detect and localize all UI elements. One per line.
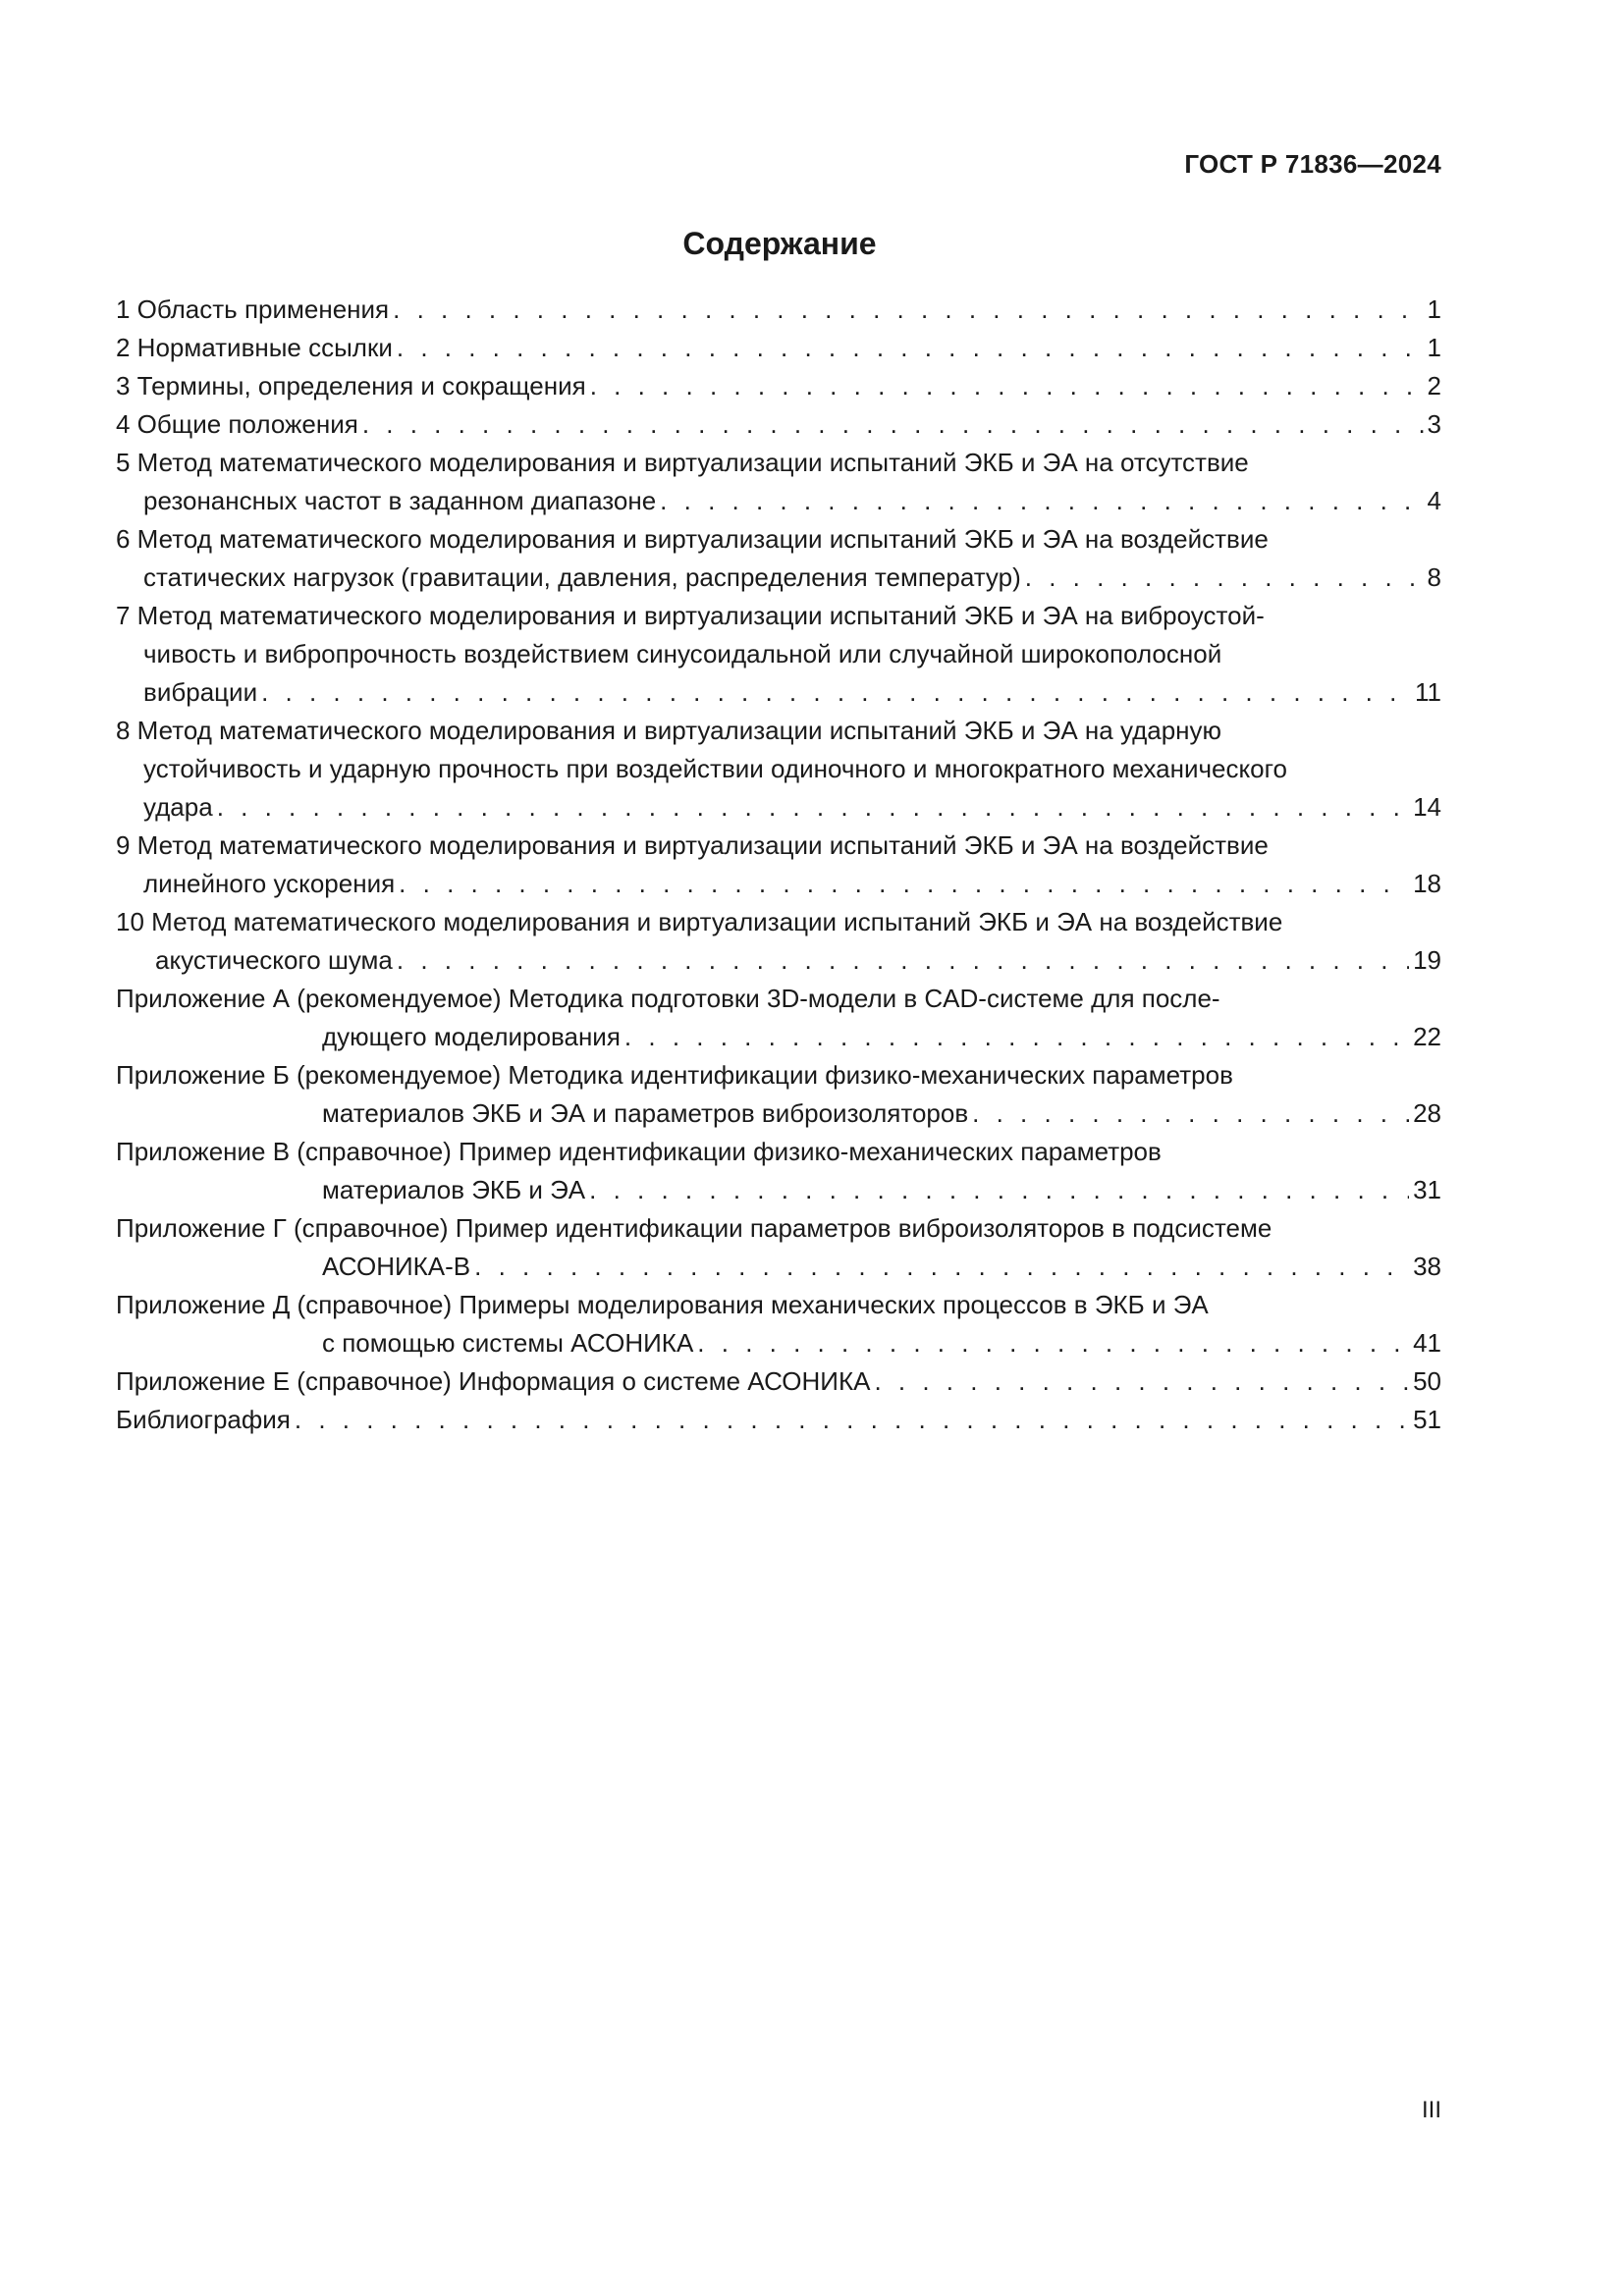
document-id: ГОСТ Р 71836—2024 <box>1184 149 1441 179</box>
toc-entry-text: 5 Метод математического моделирования и виртуализации испытаний ЭКБ и ЭА на отсутствие <box>116 448 1249 477</box>
dot-leader <box>697 1324 1409 1362</box>
toc-entry-text: 4 Общие положения <box>116 409 358 439</box>
toc-entry-text: 1 Область применения <box>116 294 390 324</box>
toc-page-number: 4 <box>1427 486 1441 515</box>
toc-page-number: 2 <box>1427 371 1441 400</box>
toc-entry-text: вибрации <box>143 677 258 707</box>
toc-page-number: 11 <box>1415 677 1441 707</box>
toc-entry[interactable] <box>116 980 1441 1056</box>
toc-entry-text: 10 Метод математического моделирования и виртуализации испытаний ЭКБ и ЭА на воздействие <box>116 907 1283 936</box>
dot-leader <box>397 941 1409 980</box>
toc-entry-text: Библиография <box>116 1405 291 1434</box>
toc-entry[interactable] <box>116 291 1441 329</box>
toc-entry-text: 9 Метод математического моделирования и виртуализации испытаний ЭКБ и ЭА на воздействие <box>116 830 1269 860</box>
toc-entry-text: Приложение А (рекомендуемое) Методика подготовки 3D-модели в CAD-системе для после- <box>116 984 1220 1013</box>
toc-page-number: 38 <box>1413 1252 1441 1281</box>
dot-leader <box>589 1171 1409 1209</box>
toc-entry[interactable] <box>116 405 1441 444</box>
dot-leader <box>474 1248 1409 1286</box>
toc-entry[interactable] <box>116 597 1441 712</box>
dot-leader <box>261 673 1411 712</box>
toc-entry[interactable] <box>116 1286 1441 1362</box>
dot-leader <box>660 482 1423 520</box>
page-title: Содержание <box>682 226 877 261</box>
dot-leader <box>295 1401 1409 1439</box>
toc-entry-text: 7 Метод математического моделирования и виртуализации испытаний ЭКБ и ЭА на виброустой- <box>116 601 1265 630</box>
toc-entry[interactable] <box>116 1133 1441 1209</box>
toc-page-number: 3 <box>1427 409 1441 439</box>
toc-entry[interactable] <box>116 329 1441 367</box>
toc-entry-text: резонансных частот в заданном диапазоне <box>143 486 657 515</box>
toc-page-number: 19 <box>1413 945 1441 975</box>
toc-entry[interactable] <box>116 1362 1441 1401</box>
dot-leader <box>397 329 1424 367</box>
toc-entry[interactable] <box>116 1209 1441 1286</box>
toc-entry-text: 3 Термины, определения и сокращения <box>116 371 586 400</box>
toc-entry-text: с помощью системы АСОНИКА <box>322 1328 694 1358</box>
toc-page-number: 50 <box>1413 1366 1441 1396</box>
toc-entry-text: устойчивость и ударную прочность при воздействии одиночного и многократного механического <box>143 754 1287 783</box>
toc-entry[interactable] <box>116 1401 1441 1439</box>
toc-entry-text: удара <box>143 792 213 822</box>
toc-entry-text: Приложение Д (справочное) Примеры моделирования механических процессов в ЭКБ и ЭА <box>116 1290 1209 1319</box>
toc-page-number: 14 <box>1413 792 1441 822</box>
toc-entry-text: Приложение Г (справочное) Пример идентификации параметров виброизоляторов в подсистеме <box>116 1213 1272 1243</box>
dot-leader <box>874 1362 1409 1401</box>
toc-page-number: 31 <box>1413 1175 1441 1204</box>
toc-page-number: 22 <box>1413 1022 1441 1051</box>
toc-entry-text: чивость и вибропрочность воздействием синусоидальной или случайной широкополосной <box>143 639 1222 668</box>
dot-leader <box>362 405 1424 444</box>
dot-leader <box>624 1018 1409 1056</box>
toc-entry-text: 8 Метод математического моделирования и виртуализации испытаний ЭКБ и ЭА на ударную <box>116 716 1222 745</box>
toc-entry-text: Приложение Е (справочное) Информация о системе АСОНИКА <box>116 1366 871 1396</box>
toc-entry[interactable] <box>116 712 1441 827</box>
toc-entry-text: 6 Метод математического моделирования и виртуализации испытаний ЭКБ и ЭА на воздействие <box>116 524 1269 554</box>
toc-entry[interactable] <box>116 520 1441 597</box>
toc-entry-text: 2 Нормативные ссылки <box>116 333 393 362</box>
toc-entry-text: Приложение В (справочное) Пример идентификации физико-механических параметров <box>116 1137 1162 1166</box>
toc-entry-text: статических нагрузок (гравитации, давления, распределения температур) <box>143 562 1021 592</box>
toc-entry[interactable] <box>116 367 1441 405</box>
toc-page-number: 51 <box>1413 1405 1441 1434</box>
toc-entry[interactable] <box>116 827 1441 903</box>
toc-entry[interactable] <box>116 1056 1441 1133</box>
toc-entry-text: дующего моделирования <box>322 1022 621 1051</box>
dot-leader <box>1025 559 1424 597</box>
dot-leader <box>393 291 1423 329</box>
toc-page-number: 1 <box>1427 294 1441 324</box>
toc-entry[interactable] <box>116 903 1441 980</box>
page-number: III <box>1421 2097 1441 2123</box>
dot-leader <box>972 1095 1409 1133</box>
toc-page-number: 8 <box>1427 562 1441 592</box>
toc-entry-text: Приложение Б (рекомендуемое) Методика идентификации физико-механических параметров <box>116 1060 1233 1090</box>
toc-entry-text: акустического шума <box>155 945 393 975</box>
toc-entry[interactable] <box>116 444 1441 520</box>
toc-entry-text: АСОНИКА-В <box>322 1252 471 1281</box>
toc-page-number: 1 <box>1427 333 1441 362</box>
toc-page-number: 41 <box>1413 1328 1441 1358</box>
toc-page-number: 18 <box>1413 869 1441 898</box>
dot-leader <box>217 788 1409 827</box>
toc-page-number: 28 <box>1413 1098 1441 1128</box>
dot-leader <box>399 865 1409 903</box>
toc-entry-text: линейного ускорения <box>143 869 396 898</box>
dot-leader <box>590 367 1424 405</box>
toc-entry-text: материалов ЭКБ и ЭА <box>322 1175 586 1204</box>
toc-entry-text: материалов ЭКБ и ЭА и параметров виброизоляторов <box>322 1098 969 1128</box>
table-of-contents <box>116 291 1441 1439</box>
